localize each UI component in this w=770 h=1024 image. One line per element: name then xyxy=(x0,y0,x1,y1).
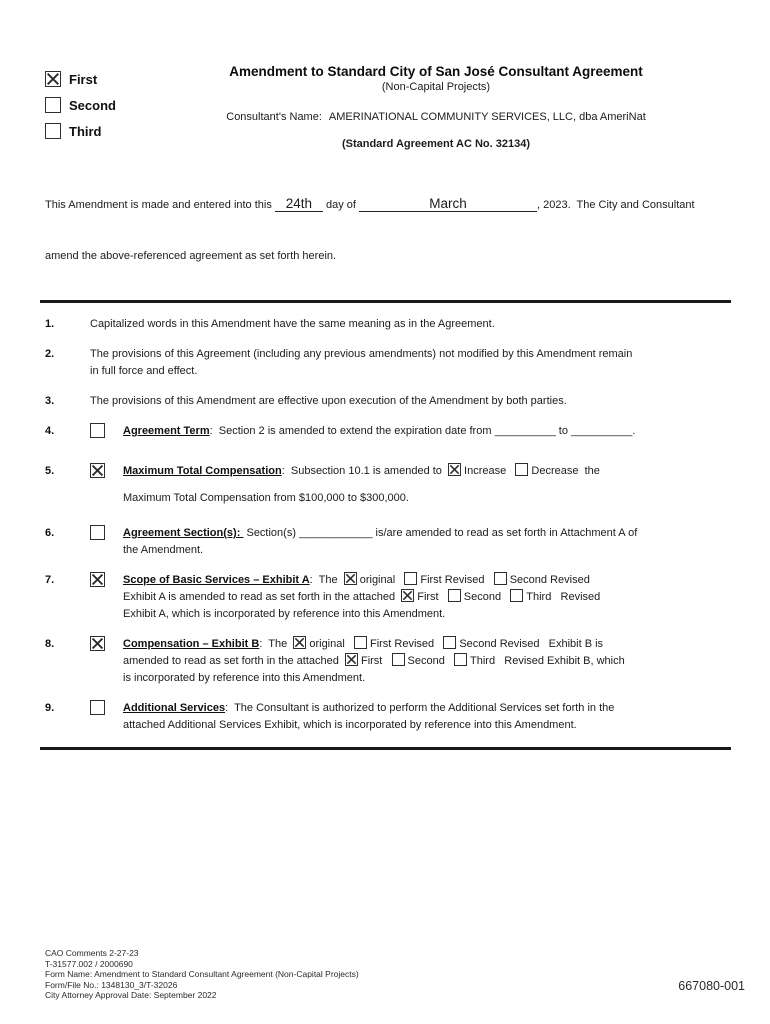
text-run: This Amendment is made and entered into this xyxy=(45,199,275,211)
text-run: The provisions of this Amendment are effective upon execution of the Amendment by both parties. xyxy=(90,395,567,407)
ordinal-label: First xyxy=(69,71,98,87)
amendment-item-3 xyxy=(45,393,730,410)
text-run: the xyxy=(578,465,600,477)
x-mark-icon xyxy=(91,464,104,477)
max-total-compensation-checkbox[interactable] xyxy=(90,463,105,478)
text-run xyxy=(439,591,448,603)
amendment-item-6 xyxy=(45,525,730,559)
intro-line-2: amend the above-referenced agreement as set forth herein. xyxy=(45,250,337,262)
text-run: The provisions of this Agreement (including any previous amendments) not modified by this Amendment remain xyxy=(90,348,633,360)
text-run: : Section 2 is amended to extend the expiration date from xyxy=(209,425,495,437)
text-line xyxy=(123,717,730,734)
text-run xyxy=(434,638,443,650)
amendment-item-8 xyxy=(45,636,730,687)
exhibit-b-first-revised-checkbox[interactable] xyxy=(354,636,367,649)
text-run: : The Consultant is authorized to perform the Additional Services set forth in the xyxy=(225,702,615,714)
item-title: Additional Services xyxy=(123,702,226,714)
exhibit-b-attached-second-checkbox[interactable] xyxy=(392,653,405,666)
document-footer xyxy=(45,948,745,1001)
text-run: Maximum Total Compensation from $100,000 to $300,000. xyxy=(123,492,409,504)
ordinal-row-second xyxy=(45,97,116,113)
item-text xyxy=(123,700,730,734)
text-line xyxy=(90,363,730,380)
text-run: . xyxy=(632,425,636,437)
item-text xyxy=(123,572,730,623)
text-run: attached Additional Services Exhibit, which is incorporated by reference into this Amendment. xyxy=(123,719,577,731)
item-number: 5. xyxy=(45,465,55,477)
text-run: Exhibit B is xyxy=(539,638,604,650)
text-line xyxy=(123,653,730,670)
exhibit-a-original-checkbox[interactable] xyxy=(344,572,357,585)
text-line xyxy=(123,606,730,623)
consultant-name-label: Consultant's Name: xyxy=(226,111,322,123)
exhibit-a-attached-first-checkbox[interactable] xyxy=(401,589,414,602)
text-run xyxy=(485,574,494,586)
amendment-item-5 xyxy=(45,463,730,507)
checkbox-label: First Revised xyxy=(420,574,485,586)
text-run: , 2023. The City and Consultant xyxy=(536,199,695,211)
text-line xyxy=(90,316,730,333)
inline-checkbox-group xyxy=(448,591,501,603)
text-run xyxy=(345,638,354,650)
item-number: 9. xyxy=(45,702,55,714)
text-run: Exhibit A, which is incorporated by reference into this Amendment. xyxy=(123,608,446,620)
consultant-name-value: AMERINATIONAL COMMUNITY SERVICES, LLC, dba AmeriNat xyxy=(328,111,646,123)
item-title: Agreement Section(s): xyxy=(123,527,244,539)
checkbox-label: Second Revised xyxy=(509,574,590,586)
text-run: to xyxy=(555,425,572,437)
text-line xyxy=(123,636,730,653)
exhibit-a-attached-second-checkbox[interactable] xyxy=(448,589,461,602)
x-mark-icon xyxy=(46,72,60,86)
item-number: 7. xyxy=(45,574,55,586)
agreement-sections-checkbox[interactable] xyxy=(90,525,105,540)
text-run: day of xyxy=(322,199,359,211)
footer-line: Form Name: Amendment to Standard Consultant Agreement (Non-Capital Projects) xyxy=(45,969,359,979)
item-text xyxy=(123,463,730,507)
divider-rule-bottom xyxy=(40,747,731,750)
amendment-item-7 xyxy=(45,572,730,623)
text-run: Exhibit A is amended to read as set forth in the attached xyxy=(123,591,402,603)
scope-basic-services-checkbox[interactable] xyxy=(90,572,105,587)
text-run: Revised Exhibit B, which xyxy=(495,655,625,667)
ordinal-row-first xyxy=(45,71,116,87)
ordinal-label: Second xyxy=(69,97,116,113)
inline-checkbox-group xyxy=(448,465,506,477)
item-title: Maximum Total Compensation xyxy=(123,465,282,477)
footer-line: Form/File No.: 1348130_3/T-32026 xyxy=(45,979,178,990)
exhibit-b-original-checkbox[interactable] xyxy=(293,636,306,649)
expiration-from-field[interactable]: __________ xyxy=(494,425,556,437)
x-mark-icon xyxy=(402,590,413,601)
text-line xyxy=(123,525,730,542)
ordinal-row-third xyxy=(45,123,116,139)
inline-checkbox-group xyxy=(494,574,590,586)
checkbox-label: original xyxy=(359,574,396,586)
checkbox-label: Second Revised xyxy=(459,638,540,650)
footer-line: T-31577.002 / 2000690 xyxy=(45,958,133,969)
inline-checkbox-group xyxy=(510,591,551,603)
amendment-item-4 xyxy=(45,423,730,441)
document-header xyxy=(0,64,770,150)
exhibit-b-attached-first-checkbox[interactable] xyxy=(345,653,358,666)
header-center xyxy=(140,64,732,150)
first-amendment-checkbox[interactable] xyxy=(45,71,61,87)
agreement-term-checkbox[interactable] xyxy=(90,423,105,438)
checkbox-label: Second xyxy=(407,655,445,667)
x-mark-icon xyxy=(91,573,104,586)
item-checkbox-column xyxy=(90,636,123,687)
text-run xyxy=(501,591,510,603)
page-subtitle: (Non-Capital Projects) xyxy=(381,81,491,93)
footer-line: CAO Comments 2-27-23 xyxy=(45,948,139,958)
text-run: is/are amended to read as set forth in Attachment A of xyxy=(372,527,638,539)
inline-checkbox-group xyxy=(401,591,438,603)
amendment-item-1 xyxy=(45,316,730,333)
text-run: : The xyxy=(309,574,344,586)
sections-field[interactable]: ____________ xyxy=(299,527,373,539)
increase-checkbox[interactable] xyxy=(448,463,461,476)
text-run: Revised xyxy=(551,591,601,603)
expiration-to-field[interactable]: __________ xyxy=(571,425,633,437)
item-number: 1. xyxy=(45,318,55,330)
footer-line: City Attorney Approval Date: September 2022 xyxy=(45,990,217,1000)
text-line xyxy=(90,393,730,410)
consultant-name-line xyxy=(140,111,732,123)
text-line xyxy=(123,423,730,440)
item-number: 2. xyxy=(45,348,55,360)
exhibit-a-attached-third-checkbox[interactable] xyxy=(510,589,523,602)
text-run xyxy=(395,574,404,586)
text-run: : Subsection 10.1 is amended to xyxy=(281,465,449,477)
text-line xyxy=(123,490,730,507)
item-text xyxy=(123,525,730,559)
inline-checkbox-group xyxy=(404,574,484,586)
amendment-item-2 xyxy=(45,346,730,380)
item-text xyxy=(90,346,730,380)
checkbox-label: Decrease xyxy=(531,465,579,477)
text-run: is incorporated by reference into this Amendment. xyxy=(123,672,366,684)
page-title: Amendment to Standard City of San José Consultant Agreement xyxy=(229,64,643,79)
second-amendment-checkbox[interactable] xyxy=(45,97,61,113)
item-title: Compensation – Exhibit B xyxy=(123,638,260,650)
inline-checkbox-group xyxy=(454,655,495,667)
x-mark-icon xyxy=(449,464,460,475)
item-number: 3. xyxy=(45,395,55,407)
text-run xyxy=(382,655,391,667)
text-line xyxy=(123,572,730,589)
intro-paragraph xyxy=(45,162,730,299)
text-line xyxy=(123,670,730,687)
item-checkbox-column xyxy=(90,525,123,559)
exhibit-a-second-revised-checkbox[interactable] xyxy=(494,572,507,585)
checkbox-label: original xyxy=(309,638,345,650)
text-run: amended to read as set forth in the attached xyxy=(123,655,345,667)
checkbox-label: First xyxy=(417,591,439,603)
item-title: Scope of Basic Services – Exhibit A xyxy=(123,574,310,586)
x-mark-icon xyxy=(345,573,356,584)
inline-checkbox-group xyxy=(515,465,578,477)
item-text xyxy=(90,393,730,410)
agreement-number-line: (Standard Agreement AC No. 32134) xyxy=(341,138,531,150)
divider-rule-top xyxy=(40,300,731,303)
exhibit-a-first-revised-checkbox[interactable] xyxy=(404,572,417,585)
day-field[interactable]: 24th xyxy=(275,196,323,212)
inline-checkbox-group xyxy=(345,655,382,667)
item-number: 8. xyxy=(45,638,55,650)
text-run: Capitalized words in this Amendment have the same meaning as in the Agreement. xyxy=(90,318,495,330)
exhibit-b-second-revised-checkbox[interactable] xyxy=(443,636,456,649)
x-mark-icon xyxy=(294,637,305,648)
checkbox-label: Increase xyxy=(464,465,507,477)
checkbox-label: First xyxy=(360,655,383,667)
ordinal-label: Third xyxy=(69,123,102,139)
third-amendment-checkbox[interactable] xyxy=(45,123,61,139)
text-line xyxy=(123,542,730,559)
checkbox-label: Third xyxy=(526,591,552,603)
text-run: the Amendment. xyxy=(123,544,204,556)
inline-checkbox-group xyxy=(293,638,344,650)
item-checkbox-column xyxy=(90,700,123,734)
ordinal-checkbox-group xyxy=(45,71,116,139)
item-text xyxy=(90,316,730,333)
inline-checkbox-group xyxy=(443,638,539,650)
item-checkbox-column xyxy=(90,572,123,623)
month-field[interactable]: March xyxy=(359,196,537,212)
compensation-exhibit-b-checkbox[interactable] xyxy=(90,636,105,651)
text-line xyxy=(123,463,730,480)
inline-checkbox-group xyxy=(392,655,445,667)
item-number: 4. xyxy=(45,425,55,437)
text-run: : The xyxy=(259,638,294,650)
text-line xyxy=(123,589,730,606)
text-run xyxy=(445,655,454,667)
footer-info-lines xyxy=(45,948,745,1001)
decrease-checkbox[interactable] xyxy=(515,463,528,476)
x-mark-icon xyxy=(91,637,104,650)
amendment-item-9 xyxy=(45,700,730,734)
document-number: 667080-001 xyxy=(678,979,745,993)
x-mark-icon xyxy=(346,654,357,665)
amendment-items xyxy=(45,316,730,734)
text-run: Section(s) xyxy=(243,527,300,539)
text-line xyxy=(90,346,730,363)
exhibit-b-attached-third-checkbox[interactable] xyxy=(454,653,467,666)
inline-checkbox-group xyxy=(354,638,434,650)
text-run: in full force and effect. xyxy=(90,365,198,377)
additional-services-checkbox[interactable] xyxy=(90,700,105,715)
item-checkbox-column xyxy=(90,423,123,441)
item-checkbox-column xyxy=(90,463,123,507)
intro-line-1 xyxy=(45,196,730,214)
inline-checkbox-group xyxy=(344,574,395,586)
item-title: Agreement Term xyxy=(123,425,210,437)
item-number: 6. xyxy=(45,527,55,539)
checkbox-label: Third xyxy=(470,655,496,667)
checkbox-label: First Revised xyxy=(369,638,435,650)
text-line xyxy=(123,700,730,717)
item-text xyxy=(123,423,730,441)
item-text xyxy=(123,636,730,687)
checkbox-label: Second xyxy=(463,591,502,603)
